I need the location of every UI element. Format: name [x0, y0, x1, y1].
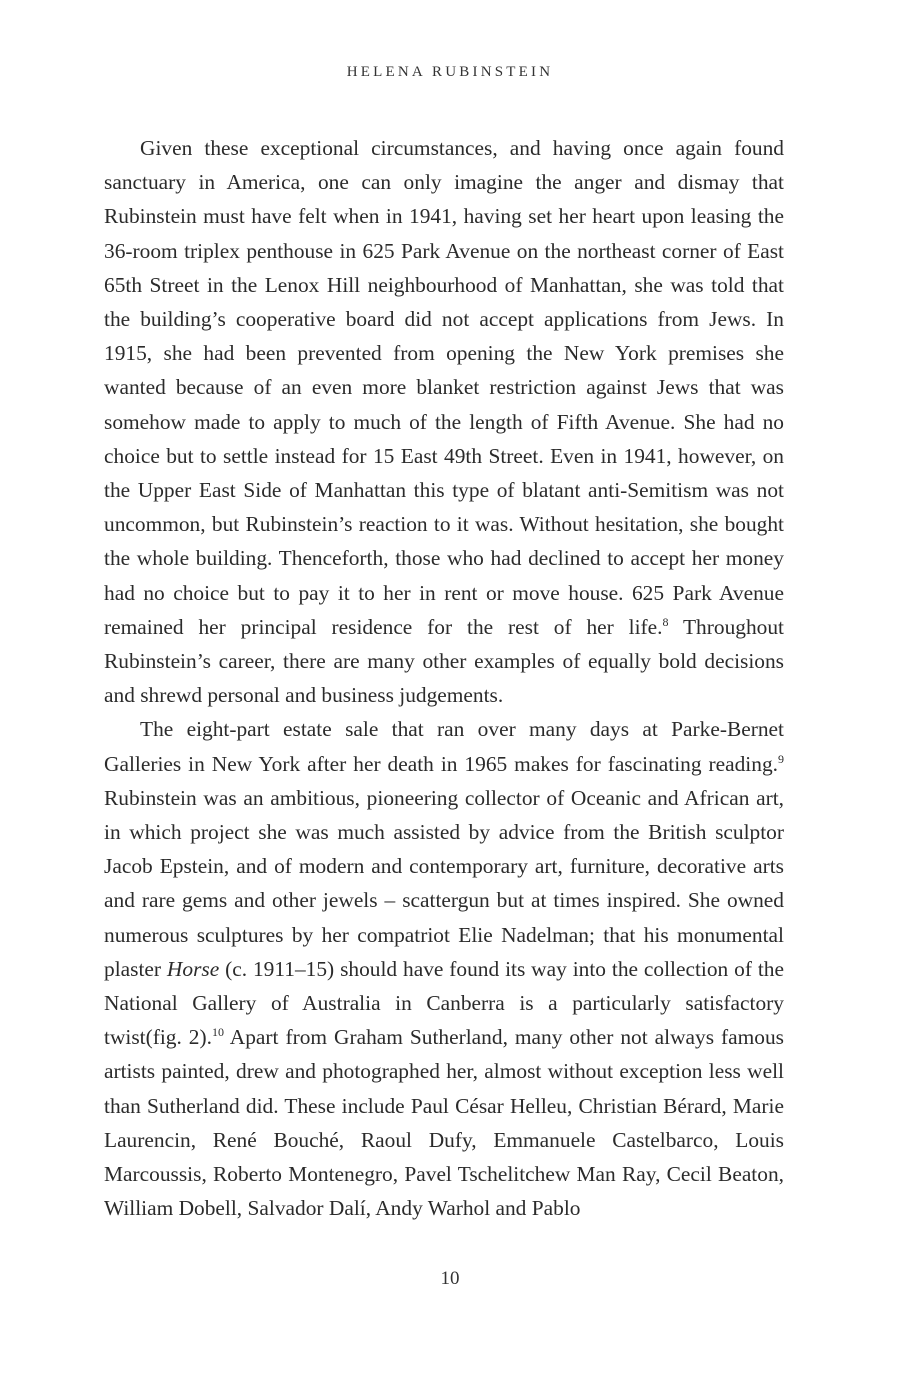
footnote-ref-10[interactable]: 10: [211, 1025, 224, 1040]
artwork-title: Horse: [166, 956, 220, 981]
footnote-ref-9[interactable]: 9: [778, 751, 784, 766]
page-number: 10: [440, 1268, 460, 1289]
paragraph-2-text-b: Rubinstein was an ambitious, pioneering collector of Oceanic and African art, in which project she was much assisted by advice from the British sculptor Jacob Epstein, and of modern and contemporary art, furniture, decorative arts and rare gems and other jewels – scattergun but at times inspired. She owned numerous sculptures by her compatriot Elie Nadelman; that his monumental plaster: [104, 785, 784, 981]
paragraph-1-text-after: Throughout Rubinstein’s career, there are many other examples of equally bold decisions and shrewd personal and business judgements.: [104, 614, 784, 708]
paragraph-2-text-c: (c. 1911–15) should have found its way into the collection of the National Gallery of Australia in Canberra is a particularly satisfactory twist(fig. 2).: [104, 956, 784, 1050]
footnote-ref-8[interactable]: 8: [662, 614, 669, 629]
paragraph-2: [104, 712, 784, 1225]
body-text: [104, 131, 784, 1226]
paragraph-1-text: Given these exceptional circumstances, and having once again found sanctuary in America, one can only imagine the anger and dismay that Rubinstein must have felt when in 1941, having set her heart upon leasing the 36-room triplex penthouse in 625 Park Avenue on the northeast corner of East 65th Street in the Lenox Hill neighbourhood of Manhattan, she was told that the building’s cooperative board did not accept applications from Jews. In 1915, she had been prevented from opening the New York premises she wanted because of an even more blanket restriction against Jews that was somehow made to apply to much of the length of Fifth Avenue. She had no choice but to settle instead for 15 East 49th Street. Even in 1941, however, on the Upper East Side of Manhattan this type of blatant anti-Semitism was not uncommon, but Rubinstein’s reaction to it was. Without hesitation, she bought the whole building. Thenceforth, those who had declined to accept her money had no choice but to pay it to her in rent or move house. 625 Park Avenue remained her principal residence for the rest of her life.: [104, 136, 784, 639]
paragraph-2-text-a: The eight-part estate sale that ran over many days at Parke-Bernet Galleries in New York after her death in 1965 makes for fascinating reading.: [104, 717, 784, 776]
paragraph-2-text-d: Apart from Graham Sutherland, many other not always famous artists painted, drew and photographed her, almost without exception less well than Sutherland did. These include Paul César Helleu, Christian Bérard, Marie Laurencin, René Bouché, Raoul Dufy, Emmanuele Castelbarco, Louis Marcoussis, Roberto Montenegro, Pavel Tschelitchew Man Ray, Cecil Beaton, William Dobell, Salvador Dalí, Andy Warhol and Pablo: [104, 1025, 784, 1221]
running-head: HELENA RUBINSTEIN: [346, 64, 554, 80]
paragraph-1: [104, 131, 784, 712]
